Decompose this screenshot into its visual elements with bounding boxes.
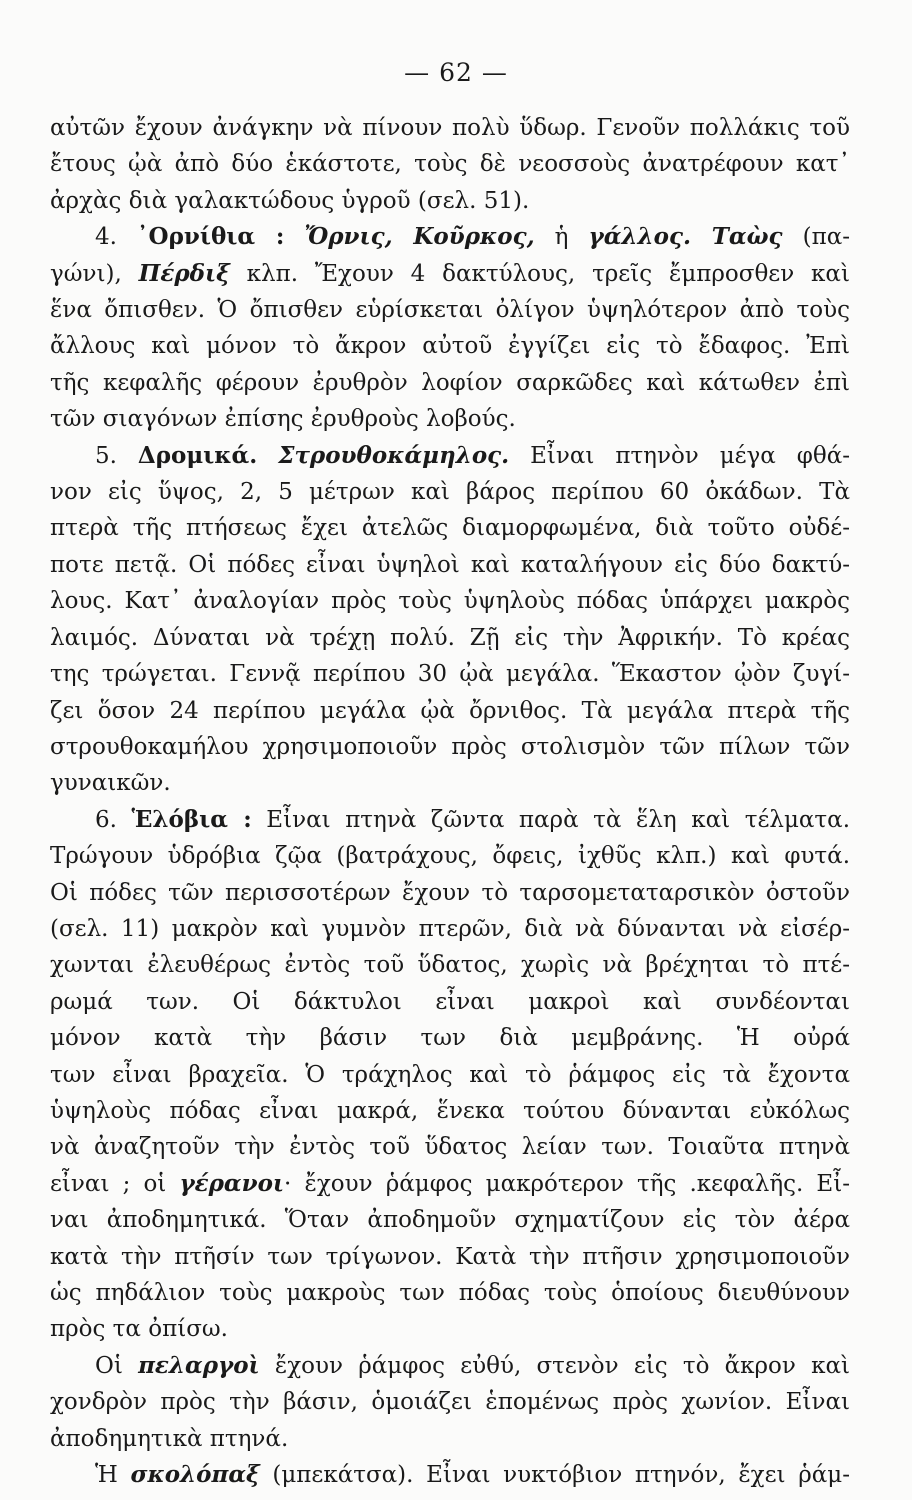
text-run: της τρώγεται. Γεννᾷ περίπου 30 ᾠὰ μεγάλα. Ἕκαστον ᾠὸν ζυγί-	[50, 661, 850, 688]
text-line	[50, 693, 850, 729]
text-run: Εἶναι πτηνὸν μέγα φθά-	[509, 442, 850, 469]
text-line	[50, 438, 850, 474]
text-line	[50, 620, 850, 656]
text-run: ζει ὅσον 24 περίπου μεγάλα ᾠὰ ὄρνιθος. Τὰ μεγάλα πτερὰ τῆς	[50, 697, 850, 724]
text-line	[50, 547, 850, 583]
text-run: 4.	[95, 224, 138, 251]
text-line	[50, 256, 850, 292]
text-run: ἄλλους καὶ μόνον τὸ ἄκρον αὐτοῦ ἐγγίζει εἰς τὸ ἔδαφος. Ἐπὶ	[50, 333, 850, 360]
text-line	[50, 583, 850, 619]
emphasized-text: Πέρδιξ	[138, 259, 230, 287]
text-line	[50, 984, 850, 1020]
text-run: αὐτῶν ἔχουν ἀνάγκην νὰ πίνουν πολὺ ὕδωρ. Γενοῦν πολλάκις τοῦ	[50, 115, 850, 141]
text-run: κλπ. Ἔχουν 4 δακτύλους, τρεῖς ἔμπροσθεν καὶ	[229, 260, 850, 287]
text-run: χονδρὸν πρὸς τὴν βάσιν, ὁμοιάζει ἑπομένως πρὸς χωνίον. Εἶναι	[50, 1389, 850, 1416]
text-line	[50, 146, 850, 182]
text-run: (πα-	[782, 224, 850, 251]
text-run: ἔχουν ῥάμφος εὐθύ, στενὸν εἰς τὸ ἄκρον καὶ	[259, 1352, 851, 1379]
text-run: Οἱ πόδες τῶν περισσοτέρων ἔχουν τὸ ταρσομεταταρσικὸν ὀστοῦν	[50, 879, 850, 906]
text-run: γώνι),	[50, 260, 139, 287]
text-line	[50, 292, 850, 328]
emphasized-text: Στρουθοκάμηλος.	[278, 441, 510, 469]
text-run: ναι ἀποδημητικά. Ὅταν ἀποδημοῦν σχηματίζουν εἰς τὸν ἀέρα	[50, 1207, 850, 1234]
text-run: τῶν σιαγόνων ἐπίσης ἐρυθροὺς λοβούς.	[50, 406, 516, 433]
text-line	[50, 1384, 850, 1420]
text-run: κατὰ τὴν πτῆσίν των τρίγωνον. Κατὰ τὴν πτῆσιν χρησιμοποιοῦν	[50, 1243, 850, 1270]
page-body-text	[50, 110, 850, 1493]
text-line	[50, 838, 850, 874]
text-line	[50, 328, 850, 364]
text-run: Ἡ	[95, 1462, 131, 1489]
text-run	[257, 443, 278, 469]
text-run	[284, 224, 304, 250]
text-run: Τρώγουν ὑδρόβια ζῷα (βατράχους, ὄφεις, ἰχθῦς κλπ.) καὶ φυτά.	[50, 843, 850, 870]
emphasized-text: σκολόπαξ	[130, 1461, 260, 1489]
text-run: ὡς πηδάλιον τοὺς μακροὺς των πόδας τοὺς ὁποίους διευθύνουν	[50, 1280, 850, 1306]
text-run: λους. Κατ᾽ ἀναλογίαν πρὸς τοὺς ὑψηλοὺς πόδας ὑπάρχει μακρὸς	[50, 588, 850, 615]
text-run: πρὸς τα ὀπίσω.	[50, 1316, 228, 1343]
text-run: ἀποδημητικὰ πτηνά.	[50, 1425, 289, 1452]
text-line	[50, 510, 850, 546]
text-line	[50, 1093, 850, 1129]
text-line	[50, 1348, 850, 1384]
emphasized-text: πελαργοὶ	[138, 1351, 260, 1379]
text-run: ρωμά των. Οἱ δάκτυλοι εἶναι μακροὶ καὶ συνδέονται	[50, 988, 850, 1015]
text-line	[50, 656, 850, 692]
text-line	[50, 1275, 850, 1311]
page-number: — 62 —	[404, 58, 508, 87]
text-run: Εἶναι πτηνὰ ζῶντα παρὰ τὰ ἕλη καὶ τέλματα.	[251, 806, 850, 833]
text-line	[50, 401, 850, 437]
text-run: εἶναι ; οἱ	[50, 1170, 180, 1197]
text-line	[50, 729, 850, 765]
text-run: 5.	[95, 442, 138, 469]
text-line	[50, 1166, 850, 1202]
text-run: (μπεκάτσα). Εἶναι νυκτόβιον πτηνόν, ἔχει ῥάμ-	[259, 1462, 850, 1489]
text-run: μόνον κατὰ τὴν βάσιν των διὰ μεμβράνης. Ἡ οὐρά	[50, 1025, 850, 1052]
text-line	[50, 802, 850, 838]
text-run: των εἶναι βραχεῖα. Ὁ τράχηλος καὶ τὸ ῥάμφος εἰς τὰ ἔχοντα	[50, 1061, 850, 1088]
text-line	[50, 1202, 850, 1238]
text-run: 6.	[95, 806, 132, 833]
text-run: τῆς κεφαλῆς φέρουν ἐρυθρὸν λοφίον σαρκῶδες καὶ κάτωθεν ἐπὶ	[50, 369, 850, 396]
text-run: (σελ. 11) μακρὸν καὶ γυμνὸν πτερῶν, διὰ νὰ δύνανται νὰ εἰσέρ-	[50, 915, 850, 942]
text-run: ἕνα ὄπισθεν. Ὁ ὄπισθεν εὑρίσκεται ὀλίγον ὑψηλότερον ἀπὸ τοὺς	[50, 297, 850, 324]
emphasized-text: Ἑλόβια :	[131, 805, 252, 833]
emphasized-text: γέρανοι	[179, 1169, 285, 1197]
text-line	[50, 1020, 850, 1056]
text-run: γυναικῶν.	[50, 770, 171, 797]
text-run: χωνται ἐλευθέρως ἐντὸς τοῦ ὕδατος, χωρὶς νὰ βρέχηται τὸ πτέ-	[50, 952, 850, 979]
text-line	[50, 1057, 850, 1093]
text-run: στρουθοκαμήλου χρησιμοποιοῦν πρὸς στολισμὸν τῶν πίλων τῶν	[50, 733, 850, 760]
text-run: ποτε πετᾷ. Οἱ πόδες εἶναι ὑψηλοὶ καὶ καταλήγουν εἰς δύο δακτύ-	[50, 551, 850, 578]
text-line	[50, 875, 850, 911]
text-run: ἡ	[534, 224, 589, 251]
text-line	[50, 765, 850, 801]
text-run: πτερὰ τῆς πτήσεως ἔχει ἀτελῶς διαμορφωμένα, διὰ τοῦτο οὐδέ-	[50, 515, 850, 542]
text-line	[50, 1457, 850, 1493]
text-run: ὑψηλοὺς πόδας εἶναι μακρά, ἕνεκα τούτου δύνανται εὐκόλως	[50, 1097, 850, 1124]
text-run: · ἔχουν ῥάμφος μακρότερον τῆς .κεφαλῆς. Εἶ-	[284, 1170, 850, 1197]
text-run: λαιμός. Δύναται νὰ τρέχῃ πολύ. Ζῇ εἰς τὴν Ἀφρικήν. Τὸ κρέας	[50, 624, 850, 651]
text-line	[50, 1311, 850, 1347]
text-line	[50, 365, 850, 401]
text-run: Οἱ	[95, 1352, 139, 1379]
text-line	[50, 183, 850, 219]
text-run: ἀρχὰς διὰ γαλακτώδους ὑγροῦ (σελ. 51).	[50, 187, 530, 214]
text-line	[50, 474, 850, 510]
emphasized-text: γάλλος. Ταὼς	[588, 223, 783, 251]
text-line	[50, 219, 850, 255]
text-line	[50, 110, 850, 146]
text-line	[50, 1239, 850, 1275]
emphasized-text: ᾿Ορνίθια :	[137, 223, 285, 251]
text-line	[50, 911, 850, 947]
text-run: νον εἰς ὕψος, 2, 5 μέτρων καὶ βάρος περίπου 60 ὀκάδων. Τὰ	[50, 479, 850, 506]
text-line	[50, 947, 850, 983]
text-run: ἔτους ᾠὰ ἀπὸ δύο ἑκάστοτε, τοὺς δὲ νεοσσοὺς ἀνατρέφουν κατ᾽	[50, 151, 850, 178]
emphasized-text: Ὄρνις, Κοῦρκος,	[304, 223, 535, 251]
emphasized-text: Δρομικά.	[137, 441, 258, 469]
text-line	[50, 1129, 850, 1165]
text-line	[50, 1421, 850, 1457]
text-run: νὰ ἀναζητοῦν τὴν ἐντὸς τοῦ ὕδατος λείαν των. Τοιαῦτα πτηνὰ	[50, 1134, 850, 1161]
